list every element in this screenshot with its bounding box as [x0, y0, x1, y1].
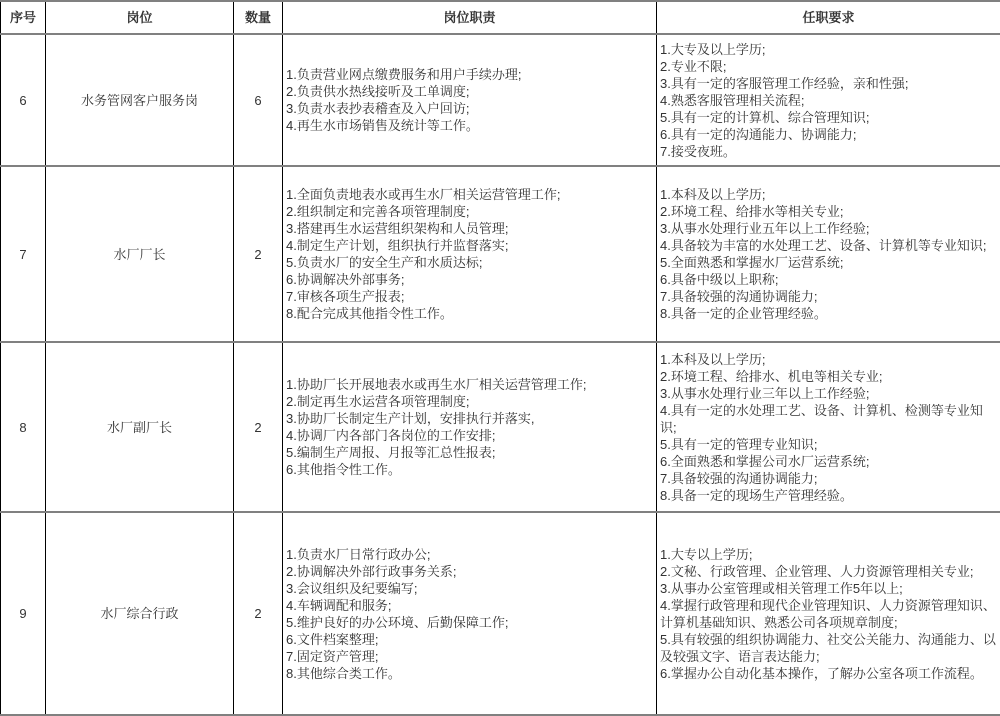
table-row — [1, 342, 1000, 512]
duty-line: 2.制定再生水运营各项管理制度; — [286, 394, 470, 409]
count-cell: 2 — [234, 342, 283, 512]
requirement-line: 2.环境工程、给排水等相关专业; — [660, 204, 844, 219]
position-cell: 水务管网客户服务岗 — [46, 34, 234, 166]
requirement-line: 6.掌握办公自动化基本操作，了解办公室各项工作流程。 — [660, 665, 983, 681]
count-cell: 2 — [234, 166, 283, 342]
requirement-line: 8.具备一定的企业管理经验。 — [660, 306, 827, 321]
seq-cell: 6 — [1, 34, 46, 166]
count-cell: 6 — [234, 34, 283, 166]
requirements-cell — [657, 512, 1000, 715]
requirement-line: 5.具有一定的管理专业知识; — [660, 436, 818, 452]
duty-line: 2.组织制定和完善各项管理制度; — [286, 204, 470, 219]
requirement-line: 1.大专及以上学历; — [660, 41, 766, 57]
requirement-line: 5.具有较强的组织协调能力、社交公关能力、沟通能力、以及较强文字、语言表达能力; — [660, 631, 996, 664]
duty-line: 1.负责水厂日常行政办公; — [286, 546, 431, 562]
duty-line: 4.制定生产计划，组织执行并监督落实; — [286, 238, 509, 253]
duty-line: 6.文件档案整理; — [286, 631, 379, 647]
header-row — [1, 1, 1000, 34]
position-cell: 水厂厂长 — [46, 166, 234, 342]
requirement-line: 3.从事水处理行业三年以上工作经验; — [660, 385, 870, 401]
header-seq: 序号 — [1, 1, 46, 34]
header-position: 岗位 — [46, 1, 234, 34]
table-row — [1, 512, 1000, 715]
header-count: 数量 — [234, 1, 283, 34]
duty-line: 1.协助厂长开展地表水或再生水厂相关运营管理工作; — [286, 377, 587, 392]
position-cell: 水厂副厂长 — [46, 342, 234, 512]
requirements-cell — [657, 34, 1000, 166]
duty-line: 5.负责水厂的安全生产和水质达标; — [286, 255, 483, 270]
duty-line: 7.固定资产管理; — [286, 648, 379, 664]
duties-cell — [283, 34, 657, 166]
duty-line: 2.负责供水热线接听及工单调度; — [286, 84, 470, 99]
requirement-line: 4.具有一定的水处理工艺、设备、计算机、检测等专业知识; — [660, 402, 983, 435]
duty-line: 4.车辆调配和服务; — [286, 597, 392, 613]
requirement-line: 2.文秘、行政管理、企业管理、人力资源管理相关专业; — [660, 563, 974, 579]
seq-cell: 8 — [1, 342, 46, 512]
duty-line: 7.审核各项生产报表; — [286, 289, 405, 304]
duty-line: 1.全面负责地表水或再生水厂相关运营管理工作; — [286, 187, 561, 202]
requirement-line: 6.具备中级以上职称; — [660, 272, 779, 287]
duty-line: 1.负责营业网点缴费服务和用户手续办理; — [286, 67, 522, 82]
duty-line: 4.再生水市场销售及统计等工作。 — [286, 118, 479, 133]
duty-line: 5.维护良好的办公环境、后勤保障工作; — [286, 614, 509, 630]
requirement-line: 5.全面熟悉和掌握水厂运营系统; — [660, 255, 844, 270]
requirement-line: 1.本科及以上学历; — [660, 187, 766, 202]
requirement-line: 1.大专以上学历; — [660, 546, 753, 562]
requirement-line: 7.具备较强的沟通协调能力; — [660, 289, 818, 304]
duties-cell — [283, 342, 657, 512]
seq-cell: 7 — [1, 166, 46, 342]
requirement-line: 3.从事办公室管理或相关管理工作5年以上; — [660, 580, 903, 596]
requirement-line: 3.从事水处理行业五年以上工作经验; — [660, 221, 870, 236]
duty-line: 5.编制生产周报、月报等汇总性报表; — [286, 445, 496, 460]
requirements-cell — [657, 342, 1000, 512]
duty-line: 3.会议组织及纪要编写; — [286, 580, 418, 596]
duty-line: 3.负责水表抄表稽查及入户回访; — [286, 101, 470, 116]
duty-line: 2.协调解决外部行政事务关系; — [286, 563, 457, 579]
table-header — [1, 1, 1000, 34]
duty-line: 3.搭建再生水运营组织架构和人员管理; — [286, 221, 509, 236]
requirements-cell — [657, 166, 1000, 342]
requirement-line: 2.专业不限; — [660, 58, 727, 74]
duty-line: 3.协助厂长制定生产计划，安排执行并落实, — [286, 411, 535, 426]
requirement-line: 4.熟悉客服管理相关流程; — [660, 92, 805, 108]
position-cell: 水厂综合行政 — [46, 512, 234, 715]
requirement-line: 7.具备较强的沟通协调能力; — [660, 470, 818, 486]
requirement-line: 8.具备一定的现场生产管理经验。 — [660, 487, 853, 503]
duties-cell — [283, 512, 657, 715]
requirement-line: 7.接受夜班。 — [660, 143, 736, 159]
duty-line: 8.配合完成其他指令性工作。 — [286, 306, 453, 321]
requirement-line: 4.具备较为丰富的水处理工艺、设备、计算机等专业知识; — [660, 238, 987, 253]
duty-line: 6.协调解决外部事务; — [286, 272, 405, 287]
requirement-line: 2.环境工程、给排水、机电等相关专业; — [660, 368, 883, 384]
count-cell: 2 — [234, 512, 283, 715]
job-table-body — [1, 34, 1000, 715]
table-row — [1, 34, 1000, 166]
requirement-line: 6.全面熟悉和掌握公司水厂运营系统; — [660, 453, 870, 469]
requirement-line: 5.具有一定的计算机、综合管理知识; — [660, 109, 870, 125]
header-requirements: 任职要求 — [657, 1, 1000, 34]
table-row — [1, 166, 1000, 342]
header-duties: 岗位职责 — [283, 1, 657, 34]
duties-cell — [283, 166, 657, 342]
requirement-line: 4.掌握行政管理和现代企业管理知识、人力资源管理知识、计算机基础知识、熟悉公司各项规章制度; — [660, 597, 996, 630]
duty-line: 8.其他综合类工作。 — [286, 665, 401, 681]
duty-line: 6.其他指令性工作。 — [286, 462, 401, 477]
requirement-line: 6.具有一定的沟通能力、协调能力; — [660, 126, 857, 142]
seq-cell: 9 — [1, 512, 46, 715]
requirement-line: 3.具有一定的客服管理工作经验，亲和性强; — [660, 75, 909, 91]
duty-line: 4.协调厂内各部门各岗位的工作安排; — [286, 428, 496, 443]
requirement-line: 1.本科及以上学历; — [660, 351, 766, 367]
